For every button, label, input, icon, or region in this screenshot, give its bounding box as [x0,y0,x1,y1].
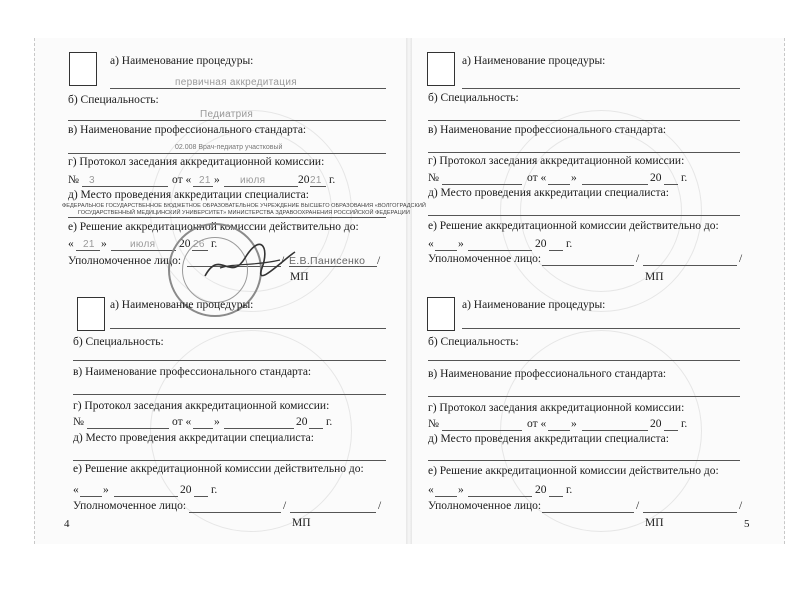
label-quote-close: » [458,238,464,250]
checkbox-procedure[interactable] [77,297,105,331]
underline [193,428,213,429]
label-slash: / [739,253,743,265]
label-slash: / [377,255,381,267]
label-from: от « [172,174,192,186]
underline [111,250,176,251]
label-procedure: а) Наименование процедуры: [110,299,254,311]
label-year-prefix: 20 [179,238,191,250]
underline [548,184,570,185]
label-standard: в) Наименование профессионального стандарта: [428,368,667,380]
underline [80,496,102,497]
label-slash: / [378,500,382,512]
underline [462,88,740,89]
underline [73,360,386,361]
label-quote-close: » [101,238,107,250]
underline [428,152,740,153]
underline [643,265,737,266]
label-year-prefix: 20 [296,416,308,428]
label-authorized-person: Уполномоченное лицо: [73,500,187,512]
label-number-sign: № [73,416,84,428]
label-year-g: г. [681,418,688,430]
label-authorized-person: Уполномоченное лицо: [68,255,182,267]
underline [114,496,178,497]
label-place: д) Место проведения аккредитации специалиста: [73,432,314,444]
checkbox-procedure[interactable] [427,52,455,86]
label-quote-close: » [571,172,577,184]
label-standard: в) Наименование профессионального стандарта: [73,366,312,378]
label-year-g: г. [681,172,688,184]
underline [68,153,386,154]
underline [193,186,213,187]
label-valid-until: е) Решение аккредитационной комиссии действительно до: [73,463,364,475]
underline [73,460,386,461]
label-year-g: г. [211,484,218,496]
checkbox-procedure[interactable] [427,297,455,331]
label-specialty: б) Специальность: [73,336,164,348]
label-standard: в) Наименование профессионального стандарта: [68,124,307,136]
underline [189,512,281,513]
label-quote-open: « [428,238,434,250]
underline [310,186,326,187]
label-specialty: б) Специальность: [428,336,519,348]
value-protocol-year: 21 [310,175,322,186]
label-valid-until: е) Решение аккредитационной комиссии действительно до: [68,221,359,233]
underline [73,394,386,395]
underline [549,496,563,497]
page-number: 4 [64,518,70,530]
page-number: 5 [744,518,750,530]
underline [542,512,634,513]
label-protocol: г) Протокол заседания аккредитационной комиссии: [428,155,685,167]
underline [582,430,648,431]
underline [428,215,740,216]
underline [428,360,740,361]
underline [68,120,386,121]
label-authorized-person: Уполномоченное лицо: [428,500,542,512]
label-year-prefix: 20 [650,418,662,430]
label-slash: / [283,500,287,512]
label-specialty: б) Специальность: [68,94,159,106]
underline [442,184,522,185]
label-quote-close: » [214,174,220,186]
label-procedure: а) Наименование процедуры: [462,55,606,67]
label-procedure: а) Наименование процедуры: [462,299,606,311]
underline [664,430,678,431]
label-slash: / [636,253,640,265]
underline [428,120,740,121]
underline [194,496,208,497]
label-year-g: г. [329,174,336,186]
underline [428,460,740,461]
value-procedure: первичная аккредитация [175,77,297,88]
value-valid-month: июля [130,239,156,250]
label-standard: в) Наименование профессионального стандарта: [428,124,667,136]
label-quote-close: » [571,418,577,430]
label-quote-close: » [214,416,220,428]
underline [76,250,100,251]
underline [468,496,532,497]
label-year-g: г. [566,484,573,496]
underline [549,250,563,251]
label-from: от « [172,416,192,428]
underline [664,184,678,185]
label-year-prefix: 20 [650,172,662,184]
label-year-prefix: 20 [180,484,192,496]
label-quote-close: » [458,484,464,496]
underline [110,88,386,89]
label-valid-until: е) Решение аккредитационной комиссии действительно до: [428,465,719,477]
value-signer: Е.В.Панисенко [289,255,366,267]
underline [442,430,522,431]
value-specialty: Педиатрия [200,109,254,120]
label-stamp-place: МП [645,517,664,529]
label-year-g: г. [211,238,218,250]
label-year-prefix: 20 [535,484,547,496]
label-protocol: г) Протокол заседания аккредитационной комиссии: [73,400,330,412]
label-year-prefix: 20 [298,174,310,186]
label-protocol: г) Протокол заседания аккредитационной комиссии: [68,156,325,168]
underline [289,266,377,267]
underline [110,328,386,329]
label-stamp-place: МП [292,517,311,529]
underline [87,428,169,429]
label-place: д) Место проведения аккредитации специалиста: [68,189,309,201]
value-protocol-month: июля [240,175,266,186]
label-specialty: б) Специальность: [428,92,519,104]
value-standard: 02.008 Врач-педиатр участковый [175,144,283,151]
label-from: от « [527,418,547,430]
label-quote-open: « [68,238,74,250]
underline [643,512,737,513]
label-stamp-place: МП [645,271,664,283]
underline [224,186,298,187]
value-protocol-day: 21 [199,175,211,186]
label-quote-open: « [73,484,79,496]
label-slash: / [739,500,743,512]
label-number-sign: № [68,174,79,186]
value-place-line-2: ГОСУДАРСТВЕННЫЙ МЕДИЦИНСКИЙ УНИВЕРСИТЕТ» МИНИСТЕРСТВА ЗДРАВООХРАНЕНИЯ РОССИЙСКОЙ ФЕДЕРАЦИИ [78,210,410,216]
underline [428,396,740,397]
signature-graphic [200,238,300,288]
label-year-prefix: 20 [535,238,547,250]
label-stamp-place: МП [290,271,309,283]
underline [309,428,323,429]
value-valid-day: 21 [83,239,95,250]
label-quote-close: » [103,484,109,496]
label-slash: / [281,255,285,267]
underline [435,250,457,251]
label-place: д) Место проведения аккредитации специалиста: [428,187,669,199]
underline [548,430,570,431]
label-place: д) Место проведения аккредитации специалиста: [428,433,669,445]
underline [462,328,740,329]
label-number-sign: № [428,172,439,184]
value-protocol-number: 3 [89,175,95,186]
value-place-line-1: ФЕДЕРАЛЬНОЕ ГОСУДАРСТВЕННОЕ БЮДЖЕТНОЕ ОБРАЗОВАТЕЛЬНОЕ УЧРЕЖДЕНИЕ ВЫСШЕГО ОБРАЗОВАНИЯ «ВОЛГОГРАДСКИЙ [62,203,426,209]
label-protocol: г) Протокол заседания аккредитационной комиссии: [428,402,685,414]
underline [224,428,294,429]
underline [82,186,168,187]
label-number-sign: № [428,418,439,430]
label-valid-until: е) Решение аккредитационной комиссии действительно до: [428,220,719,232]
label-procedure: а) Наименование процедуры: [110,55,254,67]
underline [435,496,457,497]
underline [582,184,648,185]
label-slash: / [636,500,640,512]
label-year-g: г. [326,416,333,428]
label-quote-open: « [428,484,434,496]
underline [542,265,634,266]
underline [68,217,386,218]
value-valid-year: 26 [193,239,205,250]
label-from: от « [527,172,547,184]
underline [290,512,376,513]
underline [468,250,532,251]
label-authorized-person: Уполномоченное лицо: [428,253,542,265]
checkbox-procedure[interactable] [69,52,97,86]
label-year-g: г. [566,238,573,250]
